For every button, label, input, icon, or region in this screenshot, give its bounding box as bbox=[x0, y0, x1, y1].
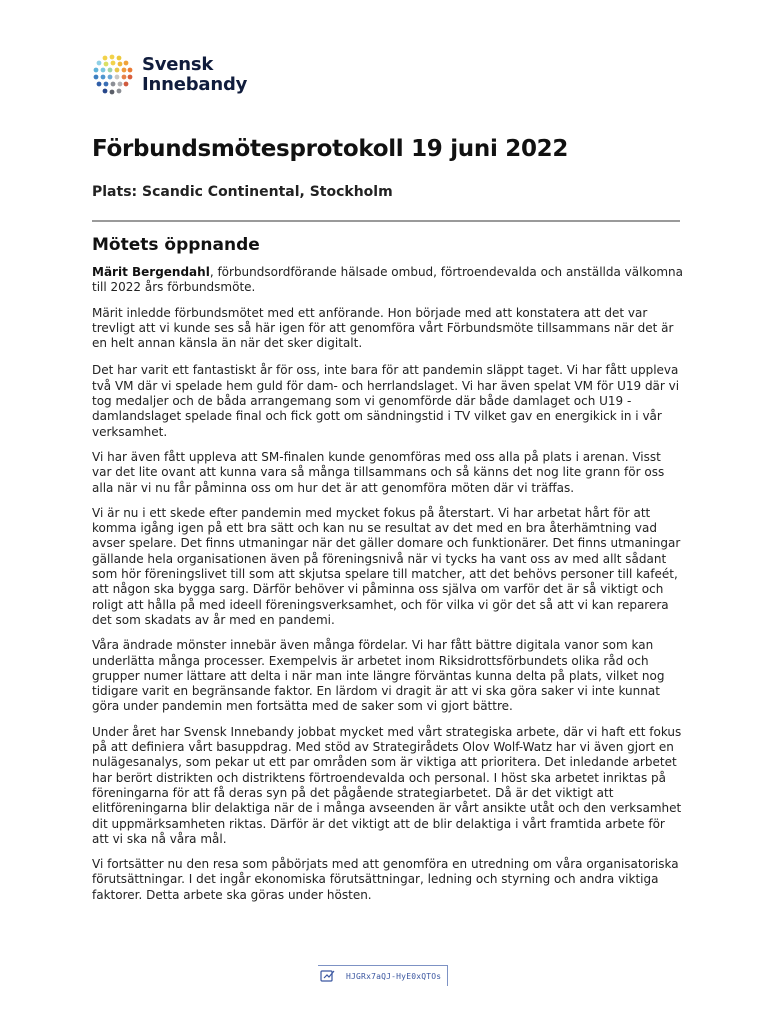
logo-line-1: Svensk bbox=[142, 54, 214, 75]
opening-paragraph bbox=[92, 265, 684, 296]
logo-wordmark bbox=[142, 55, 247, 95]
paragraph: Det har varit ett fantastiskt år för oss, inte bara för att pandemin släppt taget. Vi har fått uppleva två VM där vi spelade hem guld för dam- och herrlandslaget. Vi har även spelat VM för U19 där vi tog medaljer och de båda arrangemang som vi genomförde där både damlaget och U19 -damlandslaget spelade final och fick gott om sändningstid i TV vilket gav en energikick in i vår verksamhet. bbox=[92, 363, 680, 439]
paragraph: Vi fortsätter nu den resa som påbörjats med att genomföra en utredning om våra organisatoriska förutsättningar. I det ingår ekonomiska förutsättningar, ledning och styrning och andra viktiga faktorer. Detta arbete ska göras under hösten. bbox=[92, 857, 679, 902]
paragraph: Under året har Svensk Innebandy jobbat mycket med vårt strategiska arbete, där vi haft ett fokus på att definiera vårt basuppdrag. Med stöd av Strategirådets Olov Wolf-Watz har vi även gjort en nulägesanalys, som pekar ut ett par områden som är viktiga att prioritera. Det inledande arbetet har berört distrikten och distriktens förtroendevalda och personal. I höst ska arbetet inriktas på föreningarna för att få deras syn på det pågående strategiarbetet. Då är det viktigt att elitföreningarna blir delaktiga när de i många avseenden är vårt ansikte utåt och den verksamhet dit uppmärksamheten riktas. Därför är det viktigt att de blir delaktiga i vårt framtida arbete för att vi ska nå våra mål. bbox=[92, 724, 682, 846]
dots-logo-icon bbox=[92, 54, 134, 96]
section-heading: Mötets öppnande bbox=[92, 235, 260, 255]
paragraph: Vi har även fått uppleva att SM-finalen kunde genomföras med oss alla på plats i arenan. Visst var det lite ovant att kunna vara så många tillsammans och så känns det nog lite grann för oss alla när vi nu får påminna oss om hur det är att genomföra möten där vi träffas. bbox=[92, 449, 665, 495]
divider bbox=[92, 220, 680, 222]
opening-text: , förbundsordförande hälsade ombud, förtroendevalda och anställda välkomna till 2022 års förbundsmöte. bbox=[92, 265, 683, 295]
paragraph: Vi är nu i ett skede efter pandemin med mycket fokus på återstart. Vi har arbetat hårt för att komma igång igen på ett bra sätt och kan nu se resultat av det med en bra återhämtning vad avser spelare. Det finns utmaningar när det gäller domare och funktionärer. Det finns utmaningar gällande hela organisationen även på föreningsnivå när vi tycks ha vant oss av med allt sådant som hör föreningslivet till som att skjutsa spelare till matcher, att det behövs personer till kafeét, att någon ska bygga sarg. Därför behöver vi påminna oss själva om varför det är så viktigt och roligt att hålla på med ideell föreningsverksamhet, och för vilka vi gör det så att vi kan reparera det som skadats av år med en pandemi. bbox=[92, 505, 681, 627]
document-title: Förbundsmötesprotokoll 19 juni 2022 bbox=[92, 136, 569, 162]
svensk-innebandy-logo bbox=[92, 54, 247, 96]
verification-badge[interactable] bbox=[318, 965, 448, 986]
verification-code: HJGRx7aQJ-HyE0xQTOs bbox=[346, 971, 442, 981]
document-body bbox=[92, 265, 684, 913]
logo-line-2: Innebandy bbox=[142, 74, 248, 95]
paragraph: Våra ändrade mönster innebär även många fördelar. Vi har fått bättre digitala vanor som kan underlätta många processer. Exempelvis är arbetet inom Riksidrottsförbundets olika råd och grupper numer lättare att delta i när man inte längre förväntas kunna delta på plats, vilket nog tidigare varit en begränsande faktor. En lärdom vi dragit är att vi ska göra saker vi inte kunnat göra under pandemin men fortsätta med de saker som vi gjort bättre. bbox=[92, 638, 665, 714]
meeting-place: Plats: Scandic Continental, Stockholm bbox=[92, 184, 393, 200]
paragraph: Märit inledde förbundsmötet med ett anförande. Hon började med att konstatera att det var trevligt att vi kunde ses så här igen för att genomföra vårt Förbundsmöte tillsammans när det är en helt annan känsla än när det sker digitalt. bbox=[92, 305, 674, 351]
chair-name: Märit Bergendahl bbox=[92, 265, 210, 279]
signature-verification-icon bbox=[320, 969, 336, 983]
